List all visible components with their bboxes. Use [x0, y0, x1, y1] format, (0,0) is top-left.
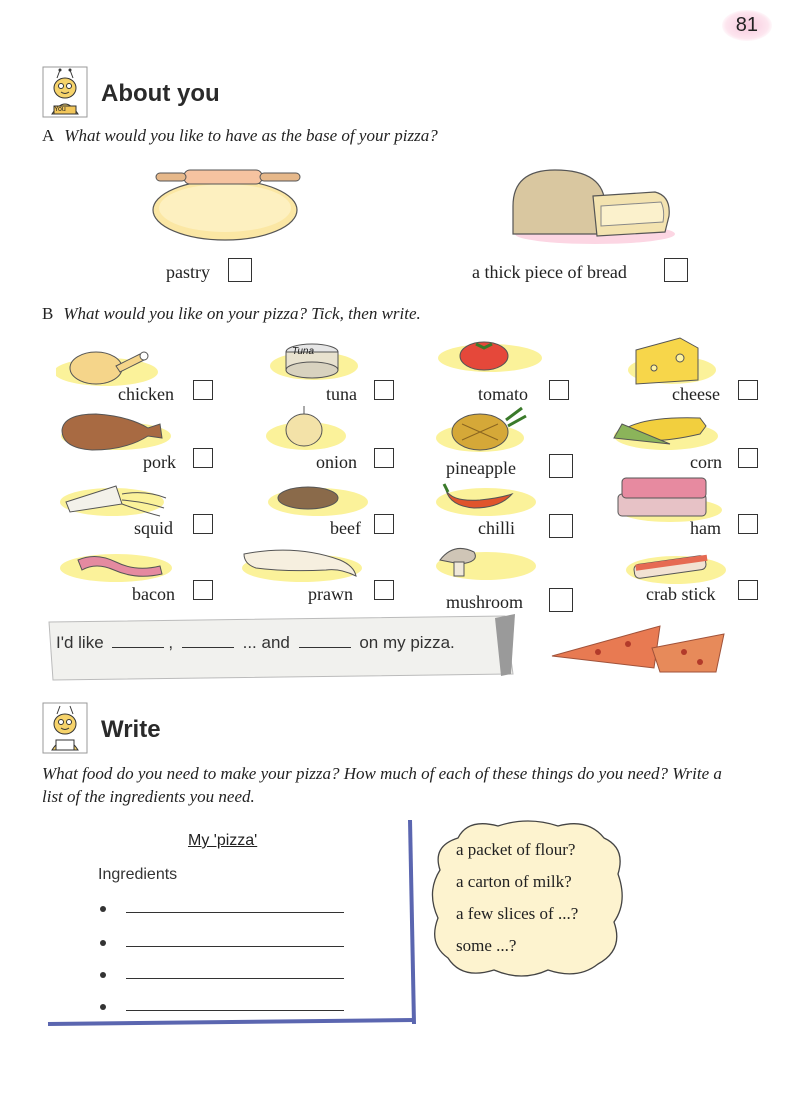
topping-label-onion: onion — [316, 452, 358, 472]
question-b-text: What would you like on your pizza? Tick, then write. — [63, 304, 421, 323]
topping-checkbox-chilli[interactable] — [549, 514, 573, 538]
write-mascot-icon — [42, 702, 88, 754]
page-number: 81 — [722, 10, 772, 41]
tuna-illustration — [262, 336, 382, 394]
topping-checkbox-mushroom[interactable] — [549, 588, 573, 612]
topping-checkbox-bacon[interactable] — [193, 580, 213, 600]
topping-checkbox-ham[interactable] — [738, 514, 758, 534]
question-a — [42, 126, 438, 146]
pizza-illustration — [548, 616, 728, 676]
topping-label-chicken: chicken — [118, 384, 174, 404]
topping-checkbox-pineapple[interactable] — [549, 454, 573, 478]
base-checkbox-bread[interactable] — [664, 258, 688, 282]
ingredient-line-1[interactable] — [100, 900, 350, 920]
ingredient-line-3[interactable] — [100, 966, 350, 986]
topping-label-bacon: bacon — [132, 584, 175, 604]
cheese-illustration — [620, 332, 740, 390]
mascot-tag: You — [54, 106, 66, 113]
base-label-bread: a thick piece of bread — [472, 262, 627, 282]
question-b — [42, 304, 421, 324]
note-title: My 'pizza' — [188, 832, 258, 849]
pineapple-illustration — [430, 402, 550, 460]
topping-label-mushroom: mushroom — [446, 592, 524, 612]
suggestion-1: a packet of flour? — [456, 840, 576, 859]
beef-illustration — [262, 472, 382, 530]
topping-label-ham: ham — [690, 518, 721, 538]
question-a-text: What would you like to have as the base of your pizza? — [64, 126, 438, 145]
sentence-start: I'd like — [56, 633, 104, 652]
topping-checkbox-chicken[interactable] — [193, 380, 213, 400]
suggestion-3: a few slices of ...? — [456, 904, 579, 923]
topping-checkbox-crab-stick[interactable] — [738, 580, 758, 600]
topping-label-cheese: cheese — [672, 384, 720, 404]
topping-label-chilli: chilli — [478, 518, 515, 538]
topping-checkbox-prawn[interactable] — [374, 580, 394, 600]
sentence-frame — [56, 633, 455, 653]
topping-label-crab-stick: crab stick — [646, 584, 716, 604]
write-heading: Write — [101, 716, 161, 743]
sentence-blank-1[interactable] — [112, 633, 164, 648]
about-you-heading: About you — [101, 80, 220, 107]
tuna-can-text: Tuna — [292, 346, 315, 357]
topping-checkbox-corn[interactable] — [738, 448, 758, 468]
topping-checkbox-beef[interactable] — [374, 514, 394, 534]
question-b-letter: B — [42, 304, 54, 323]
bread-illustration — [505, 166, 680, 246]
topping-checkbox-onion[interactable] — [374, 448, 394, 468]
sentence-ellipsis-and: ... and — [242, 633, 290, 652]
topping-checkbox-cheese[interactable] — [738, 380, 758, 400]
base-label-pastry: pastry — [166, 262, 210, 282]
topping-label-tomato: tomato — [478, 384, 528, 404]
topping-label-tuna: tuna — [326, 384, 357, 404]
topping-checkbox-squid[interactable] — [193, 514, 213, 534]
question-a-letter: A — [42, 126, 55, 145]
sentence-blank-2[interactable] — [182, 633, 234, 648]
suggestion-2: a carton of milk? — [456, 872, 572, 891]
topping-checkbox-tomato[interactable] — [549, 380, 569, 400]
mushroom-illustration — [430, 538, 550, 596]
ingredient-line-4[interactable] — [100, 998, 350, 1018]
sentence-comma: , — [168, 633, 174, 652]
ingredient-line-2[interactable] — [100, 934, 350, 954]
write-question: What food do you need to make your pizza? How much of each of these things do you need? Write a list of the ingredients you need. — [42, 764, 722, 806]
topping-label-squid: squid — [134, 518, 174, 538]
topping-label-corn: corn — [690, 452, 722, 472]
sentence-end: on my pizza. — [359, 633, 455, 652]
topping-checkbox-pork[interactable] — [193, 448, 213, 468]
topping-label-pork: pork — [143, 452, 176, 472]
topping-label-pineapple: pineapple — [446, 458, 516, 478]
suggestion-4: some ...? — [456, 936, 517, 955]
topping-checkbox-tuna[interactable] — [374, 380, 394, 400]
note-subtitle: Ingredients — [98, 866, 178, 883]
pastry-illustration — [150, 162, 310, 246]
topping-label-prawn: prawn — [308, 584, 353, 604]
sentence-blank-3[interactable] — [299, 633, 351, 648]
base-checkbox-pastry[interactable] — [228, 258, 252, 282]
topping-label-beef: beef — [330, 518, 361, 538]
